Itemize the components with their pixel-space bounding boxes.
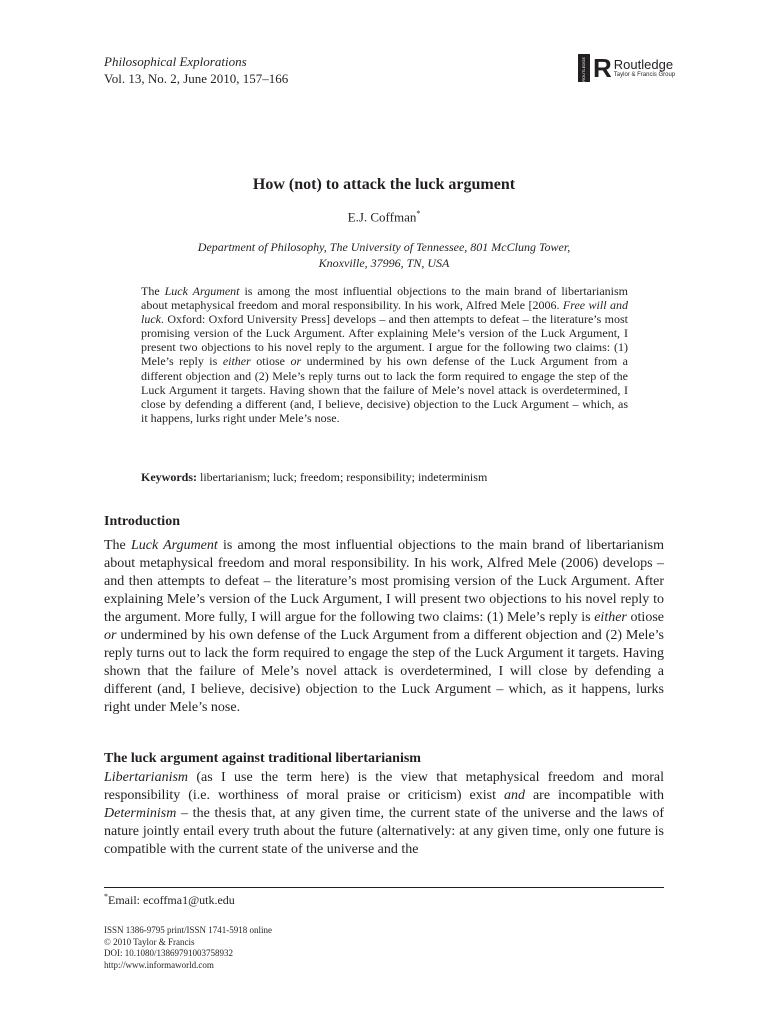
body-text: (as I use the term here) is the view that metaphysical freedom and moral responsibility (i.e. worthiness of moral praise or criticism) exist <box>104 770 664 803</box>
affiliation-line-2: Knoxville, 37996, TN, USA <box>318 255 450 270</box>
body-text: – the thesis that, at any given time, the current state of the universe and the laws of nature jointly entail every truth about the future (alternatively: at any given time, only one future is compatible with the current state of the universe and the <box>104 806 664 857</box>
abstract-emphasis: or <box>290 354 302 369</box>
body-text: undermined by his own defense of the Luck Argument from a different objection and (2) Mele’s reply turns out to lack the form required to engage the step of the Luck Argument it targets. Having shown that the failure of Mele’s novel attack is overdetermined, I will close by defending a different (and, I believe, decisive) objection to the Luck Argument – which, as it happens, lurks right under Mele’s nose. <box>104 628 664 715</box>
keywords-list: libertarianism; luck; freedom; responsibility; indeterminism <box>197 470 488 484</box>
logo-mark-text: ROUTLEDGE <box>581 57 586 82</box>
logo-words <box>614 58 675 79</box>
article-title: How (not) to attack the luck argument <box>252 176 516 193</box>
author-name: E.J. Coffman <box>347 209 417 225</box>
body-emphasis: and <box>503 788 525 803</box>
footnote-email: Email: ecoffma1@utk.edu <box>108 893 235 907</box>
body-emphasis: Determinism <box>104 806 177 821</box>
introduction-paragraph <box>104 537 664 717</box>
routledge-logo-icon <box>578 54 590 82</box>
colophon <box>104 925 272 971</box>
abstract-text: . Oxford: Oxford University Press] develops – and then attempts to defeat – the literature’s most promising version of the Luck Argument. After explaining Mele’s version of the Luck Argument, I present two objections to his novel reply to the argument. I argue for the following two claims: (1) Mele’s reply is <box>141 312 628 369</box>
issn: ISSN 1386-9795 print/ISSN 1741-5918 online <box>104 925 273 935</box>
journal-header <box>104 53 288 87</box>
doi: DOI: 10.1080/13869791003758932 <box>104 948 233 958</box>
abstract-emphasis: Luck Argument <box>164 284 240 298</box>
section-heading-luck-argument: The luck argument against traditional libertarianism <box>104 751 421 766</box>
body-text: The <box>104 538 131 553</box>
publisher-url: http://www.informaworld.com <box>104 959 214 970</box>
affiliation-line-1: Department of Philosophy, The University of Tennessee, 801 McClung Tower, <box>197 240 571 254</box>
abstract-emphasis: Free will and luck <box>141 298 628 327</box>
logo-r-glyph: R <box>593 53 612 83</box>
abstract <box>141 284 628 425</box>
copyright: © 2010 Taylor & Francis <box>104 936 195 947</box>
journal-name: Philosophical Explorations <box>104 54 247 69</box>
keywords <box>141 470 628 484</box>
abstract-text: The <box>141 284 165 298</box>
body-emphasis: either <box>594 610 627 625</box>
volume-info: Vol. 13, No. 2, June 2010, 157–166 <box>104 71 289 86</box>
abstract-emphasis: either <box>222 354 251 369</box>
section-heading-introduction: Introduction <box>104 514 180 529</box>
footnote <box>104 892 235 908</box>
body-emphasis: Luck Argument <box>130 538 218 553</box>
body-text: otiose <box>626 610 664 625</box>
footnote-divider <box>104 887 664 888</box>
section2-paragraph <box>104 769 664 859</box>
body-emphasis: Libertarianism <box>104 770 189 785</box>
body-emphasis: or <box>104 628 117 643</box>
body-text: is among the most influential objections to the main brand of libertarianism about metaphysical freedom and moral responsibility. In his work, Alfred Mele (2006) develops – and then attempts to defeat – the literature’s most promising version of the Luck Argument. After explaining Mele’s version of the Luck Argument, I will present two objections to his novel reply to the argument. More fully, I will argue for the following two claims: (1) Mele’s reply is <box>104 538 665 625</box>
publisher-logo <box>578 54 675 82</box>
abstract-text: undermined by his own defense of the Luck Argument from a different objection and (2) Mele’s reply turns out to lack the form required to engage the step of the Luck Argument it targets. Having shown that the failure of Mele’s novel attack is overdetermined, I close by defending a different (and, I believe, decisive) objection to the Luck Argument – which, as it happens, lurks right under Mele’s nose. <box>141 354 628 425</box>
author-footnote-mark: * <box>416 209 421 218</box>
publisher-name: Routledge <box>613 56 674 72</box>
author-line <box>0 209 768 225</box>
abstract-text: otiose <box>250 354 291 369</box>
affiliation <box>150 240 618 271</box>
abstract-text: is among the most influential objections to the main brand of libertarianism about metaphysical freedom and moral responsibility. In his work, Alfred Mele [2006. <box>141 284 628 313</box>
keywords-label: Keywords: <box>141 470 197 484</box>
publisher-group: Taylor & Francis Group <box>613 71 676 78</box>
body-text: are incompatible with <box>524 788 664 803</box>
footnote-mark: * <box>104 892 108 901</box>
